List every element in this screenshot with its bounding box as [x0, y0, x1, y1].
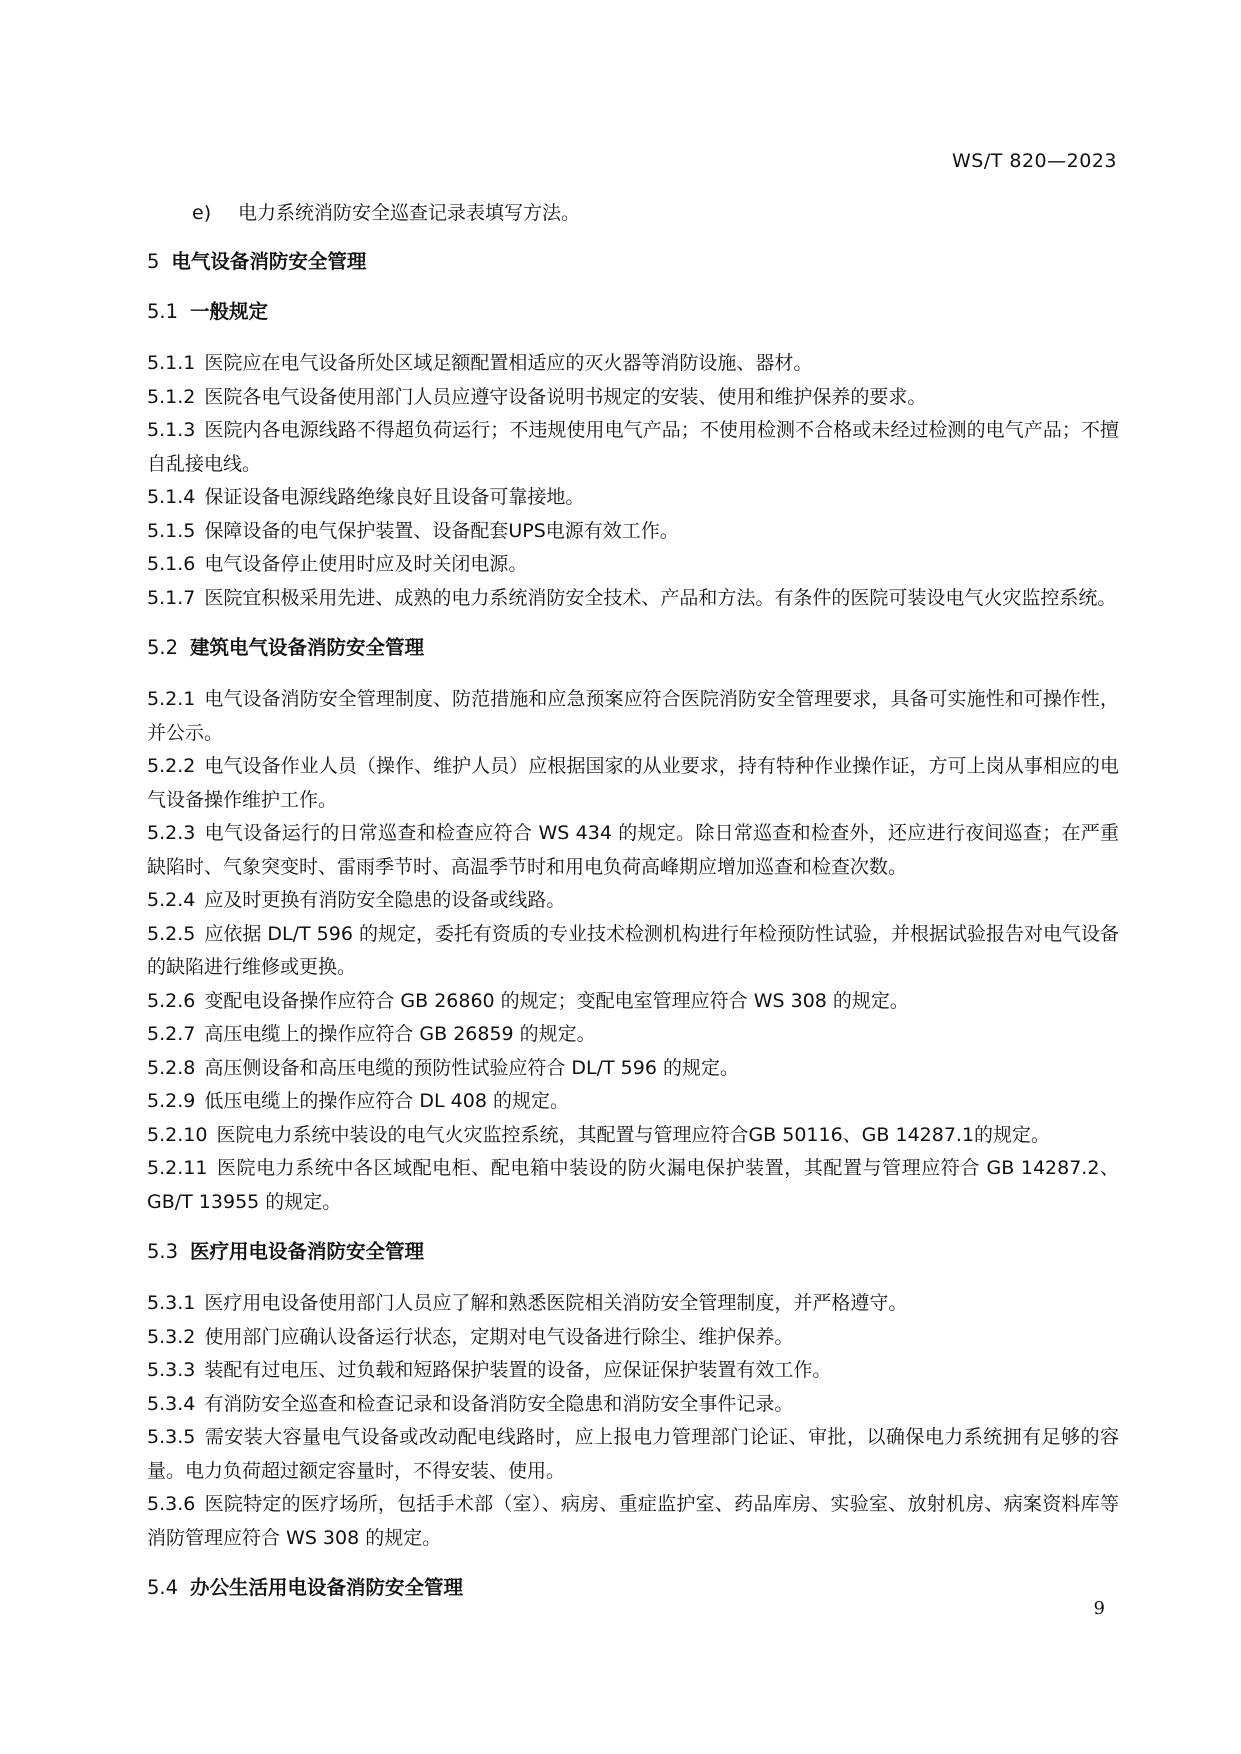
clause-5-1-5: [147, 515, 1119, 549]
list-marker: e): [192, 202, 212, 224]
clause-5-2-3: [147, 817, 1119, 884]
clause-text: 电气设备消防安全管理制度、防范措施和应急预案应符合医院消防安全管理要求，具备可实施性和可操作性，并公示。: [147, 688, 1119, 744]
clause-number: 5.2.4: [147, 889, 196, 911]
clause-number: 5.3.4: [147, 1392, 196, 1415]
clause-text: 装配有过电压、过负载和短路保护装置的设备，应保证保护装置有效工作。: [204, 1359, 832, 1381]
clause-text: 高压电缆上的操作应符合 GB 26859 的规定。: [204, 1023, 596, 1045]
clause-number: 5.3.6: [147, 1493, 196, 1515]
clause-number: 5.3.5: [147, 1426, 196, 1448]
clause-number: 5.1.5: [147, 519, 196, 542]
clause-5-2-4: [147, 884, 1119, 918]
section-title: 医疗用电设备消防安全管理: [190, 1240, 425, 1263]
section-5-4-heading: [147, 1573, 1119, 1603]
standard-code: WS/T 820—2023: [951, 150, 1117, 172]
section-title: 电气设备消防安全管理: [171, 250, 367, 273]
clause-text: 保障设备的电气保护装置、设备配套UPS电源有效工作。: [204, 519, 679, 542]
section-number: 5.2: [147, 636, 179, 659]
clause-number: 5.1.7: [147, 586, 196, 609]
clause-text: 应及时更换有消防安全隐患的设备或线路。: [204, 889, 566, 911]
clause-text: 医院特定的医疗场所，包括手术部（室）、病房、重症监护室、药品库房、实验室、放射机房、病案资料库等消防管理应符合 WS 308 的规定。: [147, 1493, 1119, 1549]
clause-text: 医院内各电源线路不得超负荷运行；不违规使用电气产品；不使用检测不合格或未经过检测的电气产品；不擅自乱接电线。: [147, 419, 1119, 475]
clause-number: 5.3.2: [147, 1325, 196, 1348]
clause-number: 5.2.7: [147, 1023, 196, 1045]
clause-text: 医院应在电气设备所处区域足额配置相适应的灭火器等消防设施、器材。: [204, 352, 813, 374]
clause-number: 5.1.2: [147, 385, 196, 408]
clause-number: 5.2.11: [147, 1157, 208, 1179]
list-item-text: 电力系统消防安全巡查记录表填写方法。: [238, 202, 581, 224]
clause-5-2-2: [147, 750, 1119, 817]
clause-5-1-1: [147, 347, 1119, 381]
clause-text: 医院各电气设备使用部门人员应遵守设备说明书规定的安装、使用和维护保养的要求。: [204, 385, 927, 408]
clause-5-3-1: [147, 1287, 1119, 1321]
clause-5-3-6: [147, 1488, 1119, 1555]
section-number: 5.4: [147, 1576, 179, 1599]
clause-number: 5.2.9: [147, 1090, 196, 1112]
clause-5-2-1: [147, 683, 1119, 750]
clause-text: 电气设备运行的日常巡查和检查应符合 WS 434 的规定。除日常巡查和检查外，还应进行夜间巡查；在严重缺陷时、气象突变时、雷雨季节时、高温季节时和用电负荷高峰期应增加巡查和检查次数。: [147, 822, 1119, 878]
clause-number: 5.2.8: [147, 1056, 196, 1079]
section-5-1-clauses: [147, 347, 1119, 615]
clause-text: 变配电设备操作应符合 GB 26860 的规定；变配电室管理应符合 WS 308 的规定。: [204, 989, 909, 1012]
clause-text: 电气设备作业人员（操作、维护人员）应根据国家的从业要求，持有特种作业操作证，方可上岗从事相应的电气设备操作维护工作。: [147, 755, 1119, 811]
clause-number: 5.2.10: [147, 1123, 208, 1146]
clause-text: 高压侧设备和高压电缆的预防性试验应符合 DL/T 596 的规定。: [204, 1056, 739, 1079]
clause-5-2-6: [147, 985, 1119, 1019]
clause-text: 需安装大容量电气设备或改动配电线路时，应上报电力管理部门论证、审批，以确保电力系统拥有足够的容量。电力负荷超过额定容量时，不得安装、使用。: [147, 1426, 1119, 1482]
section-title: 建筑电气设备消防安全管理: [190, 636, 425, 659]
clause-text: 医院宜积极采用先进、成熟的电力系统消防安全技术、产品和方法。有条件的医院可装设电气火灾监控系统。: [204, 586, 1117, 609]
clause-text: 医院电力系统中装设的电气火灾监控系统，其配置与管理应符合GB 50116、GB 14287.1的规定。: [216, 1123, 1051, 1146]
clause-5-2-5: [147, 918, 1119, 985]
section-5-3-heading: [147, 1237, 1119, 1267]
clause-5-2-10: [147, 1119, 1119, 1153]
section-number: 5.3: [147, 1240, 179, 1263]
clause-5-1-6: [147, 548, 1119, 582]
clause-number: 5.2.2: [147, 755, 196, 777]
page-number: 9: [1093, 1598, 1105, 1619]
clause-number: 5.1.1: [147, 352, 196, 374]
section-5-1-heading: [147, 297, 1119, 327]
clause-number: 5.2.1: [147, 688, 196, 710]
clause-number: 5.3.1: [147, 1292, 196, 1314]
clause-5-1-3: [147, 414, 1119, 481]
section-number: 5.1: [147, 300, 179, 323]
clause-number: 5.2.6: [147, 989, 196, 1012]
clause-text: 应依据 DL/T 596 的规定，委托有资质的专业技术检测机构进行年检预防性试验，并根据试验报告对电气设备的缺陷进行维修或更换。: [147, 922, 1119, 978]
clause-text: 使用部门应确认设备运行状态，定期对电气设备进行除尘、维护保养。: [204, 1325, 794, 1348]
clause-number: 5.1.6: [147, 553, 196, 575]
clause-5-3-5: [147, 1421, 1119, 1488]
section-title: 一般规定: [190, 300, 269, 323]
clause-5-3-3: [147, 1354, 1119, 1388]
section-5-2-heading: [147, 633, 1119, 663]
clause-number: 5.2.3: [147, 822, 196, 844]
clause-5-2-8: [147, 1052, 1119, 1086]
clause-text: 有消防安全巡查和检查记录和设备消防安全隐患和消防安全事件记录。: [204, 1392, 794, 1415]
clause-number: 5.1.4: [147, 486, 196, 508]
clause-5-1-2: [147, 381, 1119, 415]
section-5-3-clauses: [147, 1287, 1119, 1555]
page-content: [147, 198, 1119, 1623]
clause-text: 保证设备电源线路绝缘良好且设备可靠接地。: [204, 486, 585, 508]
clause-text: 低压电缆上的操作应符合 DL 408 的规定。: [204, 1090, 569, 1112]
clause-text: 医疗用电设备使用部门人员应了解和熟悉医院相关消防安全管理制度，并严格遵守。: [204, 1292, 908, 1314]
clause-5-2-7: [147, 1018, 1119, 1052]
clause-text: 医院电力系统中各区域配电柜、配电箱中装设的防火漏电保护装置，其配置与管理应符合 GB 14287.2、GB/T 13955 的规定。: [147, 1157, 1119, 1213]
clause-5-2-11: [147, 1152, 1119, 1219]
section-5-2-clauses: [147, 683, 1119, 1219]
clause-5-1-4: [147, 481, 1119, 515]
section-5-heading: [147, 247, 1119, 277]
clause-5-3-2: [147, 1321, 1119, 1355]
clause-text: 电气设备停止使用时应及时关闭电源。: [204, 553, 528, 575]
clause-number: 5.1.3: [147, 419, 196, 441]
section-title: 办公生活用电设备消防安全管理: [190, 1576, 464, 1599]
list-item-e: [192, 198, 1119, 228]
clause-number: 5.2.5: [147, 922, 196, 945]
clause-number: 5.3.3: [147, 1359, 196, 1381]
section-number: 5: [147, 250, 160, 273]
clause-5-3-4: [147, 1388, 1119, 1422]
clause-5-2-9: [147, 1085, 1119, 1119]
clause-5-1-7: [147, 582, 1119, 616]
